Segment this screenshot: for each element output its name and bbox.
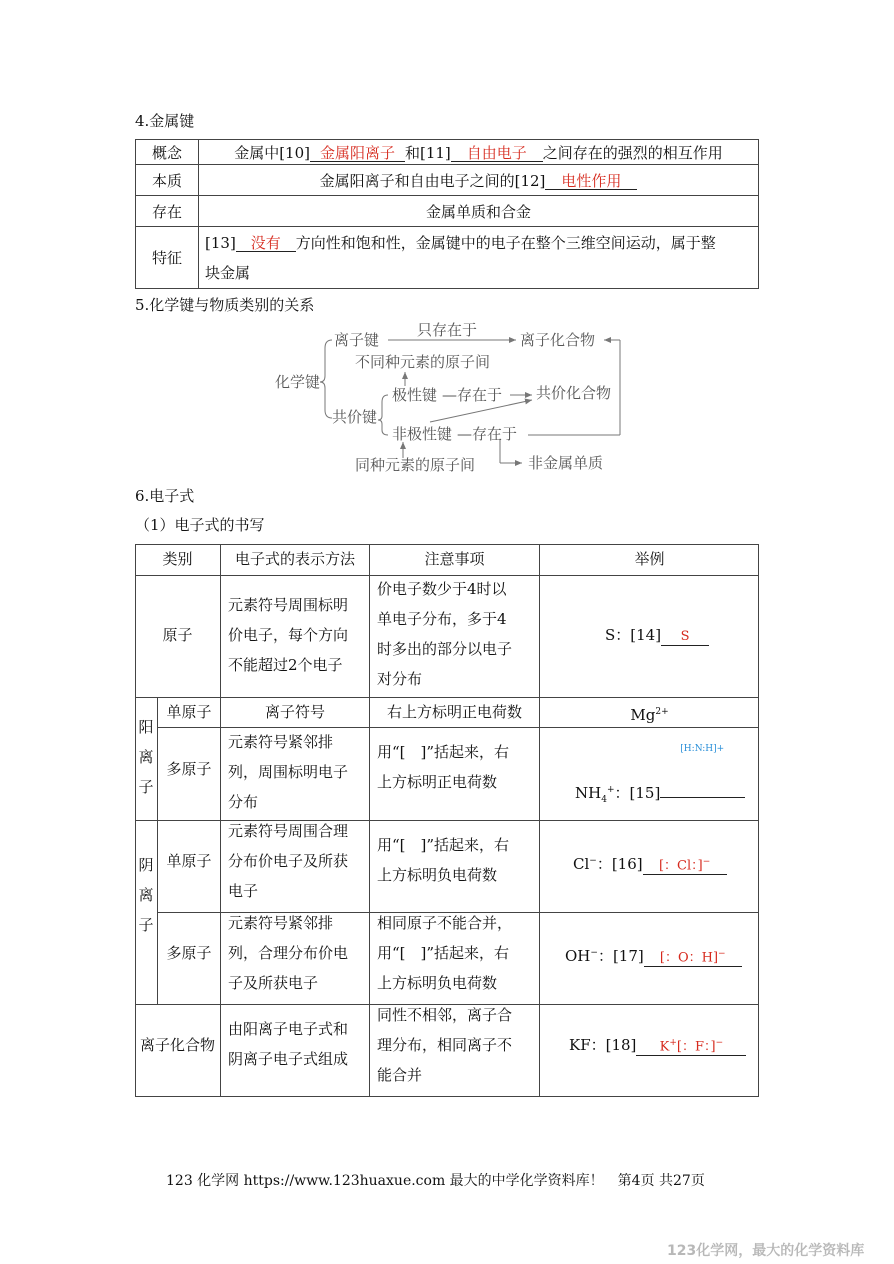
- section-5-title: 5.化学键与物质类别的关系: [135, 296, 315, 314]
- atom-note-line: 对分布: [377, 670, 423, 688]
- diagram-diff-atoms: 不同种元素的原子间: [355, 353, 491, 371]
- page-footer: 123 化学网 https://www.123huaxue.com 最大的中学化学资料库！ 第4页 共27页: [166, 1173, 705, 1189]
- cation-multi-note: [377, 737, 539, 797]
- electron-formula-table: [135, 544, 759, 1097]
- oh-charge: −: [590, 948, 598, 958]
- diagram-same-atoms: 同种元素的原子间: [355, 456, 476, 474]
- cation-single-example: [540, 697, 759, 730]
- oh-electron-formula: [：O：H]: [659, 950, 719, 965]
- diagram-covalent-compound: 共价化合物: [536, 384, 612, 402]
- exist-text: 金属单质和合金: [199, 196, 759, 227]
- anion-single-method: [228, 816, 368, 906]
- anion-multi-method-line: 子及所获电子: [228, 974, 319, 992]
- row-label-feature: 特征: [136, 227, 199, 289]
- section-4-title: 4.金属键: [135, 112, 195, 130]
- cl-charge: −: [589, 856, 597, 866]
- anion-single-note-line: 用“[ ]”括起来，右: [377, 836, 510, 854]
- anion-single-example: [573, 846, 727, 879]
- cl-symbol: Cl: [573, 855, 590, 873]
- concept-post: 之间存在的强烈的相互作用: [542, 143, 723, 162]
- anion-multi-method: [228, 908, 368, 998]
- cation-char: 离: [138, 748, 154, 766]
- cation-multi-note-line: 上方标明正电荷数: [377, 773, 498, 791]
- cation-multi-method-line: 列，周围标明电子: [228, 763, 349, 781]
- atom-note-line: 单电子分布，多于4: [377, 610, 507, 628]
- atom-method-line: 元素符号周围标明: [228, 596, 349, 614]
- anion-multi-note-line: 用“[ ]”括起来，右: [377, 944, 510, 962]
- cl-label: ：[16]: [596, 855, 643, 873]
- ionic-method: [228, 1014, 368, 1074]
- answer-17: [644, 946, 742, 967]
- cation-multi-example: [575, 744, 745, 815]
- kf-label: KF：[18]: [569, 1036, 637, 1054]
- answer-13: 没有: [236, 235, 296, 252]
- anion-multi-note-line: 相同原子不能合并，: [377, 914, 513, 932]
- row-label-concept: 概念: [136, 140, 199, 165]
- oh-symbol: OH: [565, 947, 591, 965]
- mg-symbol: Mg: [630, 706, 656, 724]
- atom-method: [228, 590, 366, 680]
- nh4-subscript: 4: [601, 795, 607, 805]
- cat-anion-multi: 多原子: [166, 944, 212, 962]
- nh4-electron-formula: [H:N:H]+: [680, 744, 725, 754]
- answer-18: [636, 1035, 746, 1056]
- anion-multi-note-line: 上方标明负电荷数: [377, 974, 498, 992]
- cation-char: 子: [138, 778, 154, 796]
- answer-12: 电性作用: [545, 173, 637, 190]
- anion-multi-note: [377, 908, 539, 998]
- cl-formula-charge: −: [702, 856, 711, 867]
- atom-example-label: S：[14]: [605, 626, 662, 644]
- answer-15: [660, 744, 745, 798]
- feature-post2: 块金属: [205, 263, 251, 282]
- cat-ionic-compound: 离子化合物: [139, 1036, 215, 1054]
- anion-multi-method-line: 元素符号紧邻排: [228, 914, 334, 932]
- atom-method-line: 不能超过2个电子: [228, 656, 343, 674]
- concept-pre: 金属中[10]: [234, 143, 310, 162]
- ionic-note-line: 理分布，相同离子不: [377, 1036, 513, 1054]
- answer-11: 自由电子: [451, 145, 543, 162]
- diagram-exists-in-2: —存在于: [457, 425, 518, 443]
- atom-note-line: 价电子数少于4时以: [377, 580, 507, 598]
- diagram-nonmetal: 非金属单质: [528, 454, 604, 472]
- anion-char: 离: [138, 886, 154, 904]
- f-electron-formula: [：F：]: [676, 1039, 716, 1054]
- anion-group-label: [135, 850, 157, 940]
- cation-char: 阳: [138, 718, 154, 736]
- cation-multi-note-line: 用“[ ]”括起来，右: [377, 743, 510, 761]
- header-category: 类别: [162, 550, 193, 568]
- row-label-exist: 存在: [136, 196, 199, 227]
- diagram-ionic-bond: 离子键: [334, 331, 380, 349]
- k-charge: +: [669, 1037, 677, 1048]
- diagram-root: 化学键: [275, 373, 321, 391]
- section-6-subtitle: （1）电子式的书写: [135, 516, 265, 534]
- ionic-method-line: 由阳离子电子式和: [228, 1020, 349, 1038]
- cation-single-note: 右上方标明正电荷数: [386, 703, 522, 721]
- diagram-ionic-compound: 离子化合物: [520, 331, 596, 349]
- atom-note-line: 时多出的部分以电子: [377, 640, 513, 658]
- anion-single-method-line: 分布价电子及所获: [228, 852, 349, 870]
- k-symbol: K: [659, 1039, 670, 1054]
- anion-multi-example: [565, 938, 742, 971]
- oh-label: ：[17]: [597, 947, 644, 965]
- anion-single-method-line: 电子: [228, 882, 259, 900]
- oh-formula-charge: −: [718, 948, 726, 959]
- atom-note: [377, 574, 537, 694]
- ionic-note-line: 能合并: [377, 1066, 423, 1084]
- ionic-note-line: 同性不相邻，离子合: [377, 1006, 513, 1024]
- ionic-method-line: 阴离子电子式组成: [228, 1050, 349, 1068]
- feature-post1: 方向性和饱和性，金属键中的电子在整个三维空间运动，属于整: [295, 233, 716, 252]
- diagram-only-in: 只存在于: [417, 321, 478, 339]
- section-6-title: 6.电子式: [135, 487, 195, 505]
- feature-pre: [13]: [205, 233, 236, 252]
- f-charge: −: [715, 1037, 724, 1048]
- essence-pre: 金属阳离子和自由电子之间的[12]: [319, 171, 546, 190]
- answer-10: 金属阳离子: [310, 145, 405, 162]
- answer-16: [643, 854, 727, 875]
- nh4-label: ：[15]: [614, 784, 661, 802]
- cation-single-method: 离子符号: [264, 703, 325, 721]
- cat-cation-single: 单原子: [166, 703, 212, 721]
- diagram-covalent-bond: 共价键: [332, 408, 378, 426]
- mg-charge: 2+: [655, 707, 669, 717]
- cation-multi-method: [228, 727, 368, 817]
- diagram-polar-bond: 极性键: [392, 386, 438, 404]
- anion-single-note: [377, 830, 539, 890]
- cation-multi-method-line: 元素符号紧邻排: [228, 733, 334, 751]
- anion-char: 阴: [138, 856, 154, 874]
- header-notes: 注意事项: [424, 550, 485, 568]
- nh4-charge: +: [606, 785, 615, 795]
- cat-anion-single: 单原子: [166, 852, 212, 870]
- cation-multi-method-line: 分布: [228, 793, 259, 811]
- anion-multi-method-line: 列，合理分布价电: [228, 944, 349, 962]
- cat-atom: 原子: [162, 626, 193, 644]
- diagram-nonpolar-bond: 非极性键: [392, 425, 453, 443]
- cation-group-label: [135, 712, 157, 802]
- nh4-symbol: NH: [575, 784, 602, 802]
- anion-single-method-line: 元素符号周围合理: [228, 822, 349, 840]
- atom-example: [605, 620, 709, 650]
- atom-method-line: 价电子，每个方向: [228, 626, 349, 644]
- cat-cation-multi: 多原子: [166, 760, 212, 778]
- answer-14: S: [661, 629, 709, 646]
- watermark: 123化学网，最大的化学资料库: [667, 1243, 865, 1259]
- metal-bond-table: [135, 139, 759, 289]
- anion-single-note-line: 上方标明负电荷数: [377, 866, 498, 884]
- anion-char: 子: [138, 916, 154, 934]
- row-label-essence: 本质: [136, 165, 199, 196]
- header-method: 电子式的表示方法: [234, 550, 355, 568]
- bond-classification-diagram: [270, 318, 630, 478]
- ionic-note: [377, 1000, 539, 1090]
- concept-mid: 和[11]: [404, 143, 451, 162]
- diagram-exists-in-1: —存在于: [442, 386, 503, 404]
- cl-electron-formula: [：Cl：]: [658, 858, 703, 873]
- header-example: 举例: [634, 550, 665, 568]
- ionic-example: [569, 1030, 746, 1060]
